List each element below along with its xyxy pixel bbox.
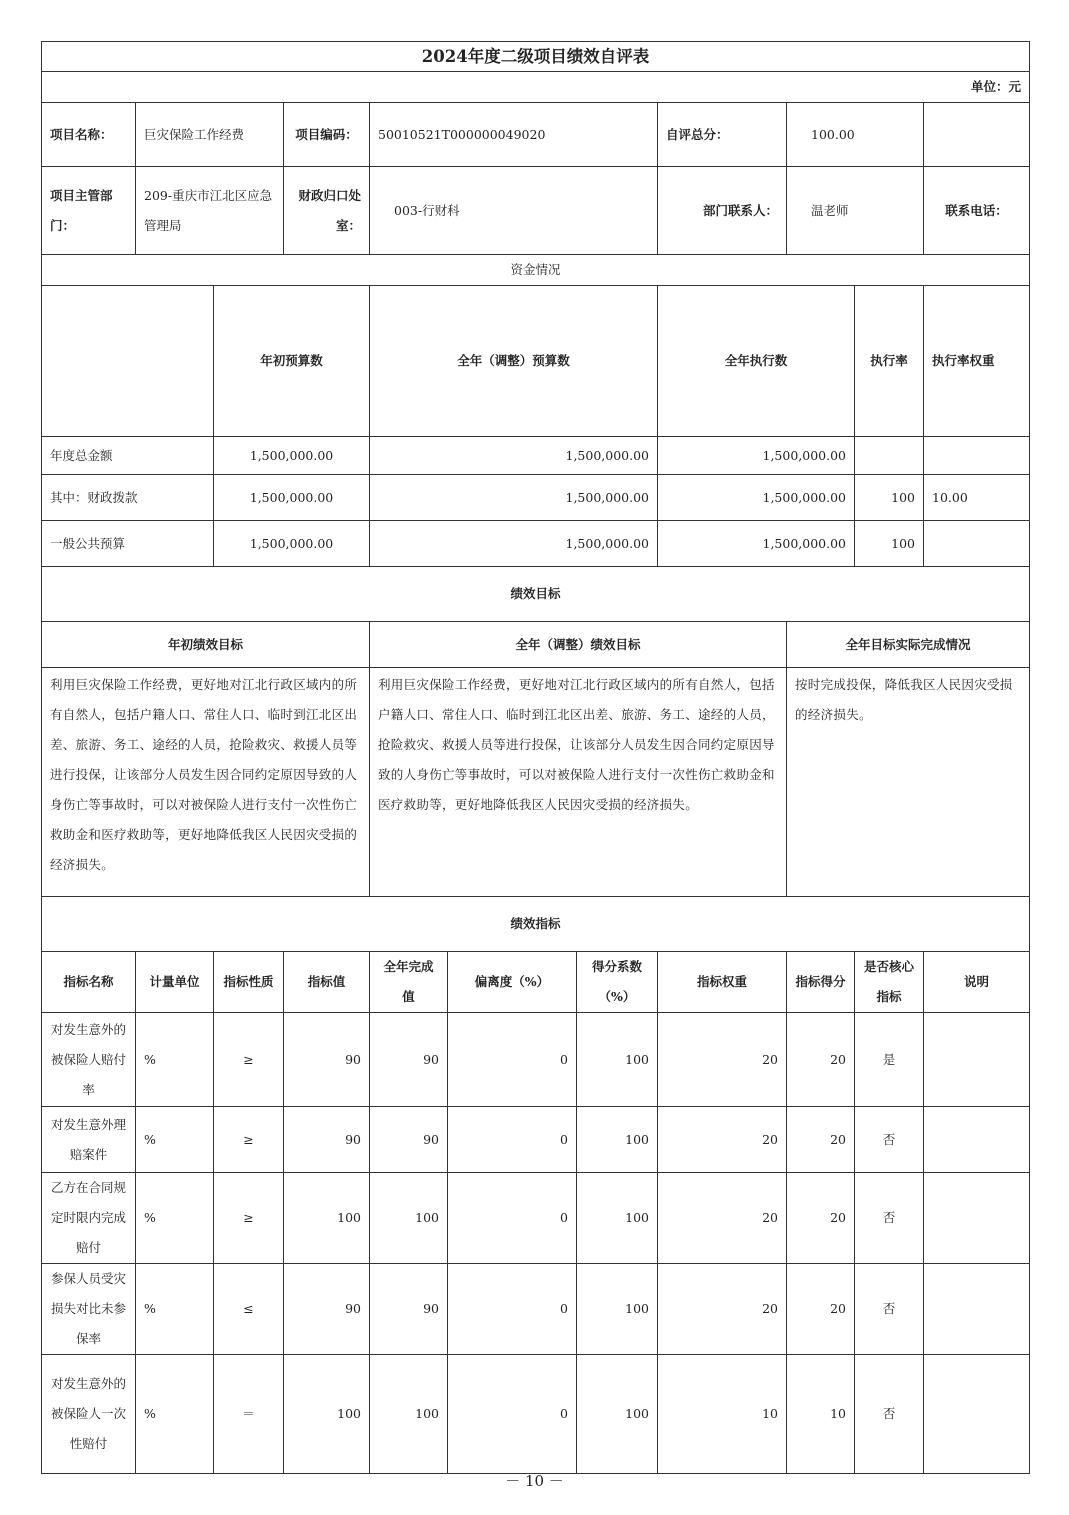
funds-adjusted: 1,500,000.00 <box>370 475 658 521</box>
ind-unit: % <box>136 1355 214 1474</box>
funds-weight: 10.00 <box>924 475 1030 521</box>
ind-header-target: 指标值 <box>284 952 370 1013</box>
indicator-row <box>42 1355 1030 1474</box>
project-name-label: 项目名称： <box>42 103 136 167</box>
self-score: 100.00 <box>787 103 924 167</box>
goals-header-initial: 年初绩效目标 <box>42 622 370 668</box>
contact: 温老师 <box>787 167 924 255</box>
self-score-label: 自评总分： <box>658 103 787 167</box>
funds-weight <box>924 437 1030 475</box>
funds-header-executed: 全年执行数 <box>658 286 855 437</box>
ind-core: 是 <box>855 1013 924 1107</box>
ind-nature: ≥ <box>214 1173 284 1264</box>
ind-score: 10 <box>787 1355 855 1474</box>
funds-header-adjusted: 全年（调整）预算数 <box>370 286 658 437</box>
funds-adjusted: 1,500,000.00 <box>370 521 658 567</box>
project-name: 巨灾保险工作经费 <box>136 103 284 167</box>
ind-deviation: 0 <box>448 1355 577 1474</box>
ind-score: 20 <box>787 1107 855 1173</box>
ind-target: 90 <box>284 1013 370 1107</box>
funds-rate: 100 <box>855 521 924 567</box>
ind-nature: ≥ <box>214 1013 284 1107</box>
ind-core: 否 <box>855 1264 924 1355</box>
ind-coef: 100 <box>577 1013 658 1107</box>
ind-target: 90 <box>284 1107 370 1173</box>
indicator-row <box>42 1264 1030 1355</box>
ind-coef: 100 <box>577 1107 658 1173</box>
department: 209-重庆市江北区应急管理局 <box>136 167 284 255</box>
funds-row <box>42 437 1030 475</box>
ind-note <box>924 1013 1030 1107</box>
funds-executed: 1,500,000.00 <box>658 521 855 567</box>
ind-coef: 100 <box>577 1173 658 1264</box>
ind-target: 100 <box>284 1173 370 1264</box>
ind-deviation: 0 <box>448 1013 577 1107</box>
indicator-row <box>42 1107 1030 1173</box>
ind-unit: % <box>136 1107 214 1173</box>
page-number: － 10 － <box>505 1472 564 1490</box>
funds-initial: 1,500,000.00 <box>214 475 370 521</box>
ind-name: 对发生意外的被保险人赔付率 <box>42 1013 136 1107</box>
funds-row-label: 年度总金额 <box>42 437 214 475</box>
ind-actual: 90 <box>370 1107 448 1173</box>
funds-initial: 1,500,000.00 <box>214 437 370 475</box>
ind-header-score: 指标得分 <box>787 952 855 1013</box>
ind-header-core: 是否核心指标 <box>855 952 924 1013</box>
ind-score: 20 <box>787 1173 855 1264</box>
funds-adjusted: 1,500,000.00 <box>370 437 658 475</box>
indicator-row <box>42 1013 1030 1107</box>
project-code-label: 项目编码： <box>284 103 370 167</box>
project-code: 50010521T000000049020 <box>370 103 658 167</box>
ind-header-note: 说明 <box>924 952 1030 1013</box>
funds-header-rate: 执行率 <box>855 286 924 437</box>
page-title: 2024年度二级项目绩效自评表 <box>42 42 1030 72</box>
ind-weight: 20 <box>658 1107 787 1173</box>
ind-header-deviation: 偏离度（%） <box>448 952 577 1013</box>
indicator-row <box>42 1173 1030 1264</box>
ind-note <box>924 1355 1030 1474</box>
ind-unit: % <box>136 1013 214 1107</box>
ind-weight: 10 <box>658 1355 787 1474</box>
ind-score: 20 <box>787 1013 855 1107</box>
unit-label: 单位：元 <box>42 72 1030 103</box>
ind-unit: % <box>136 1173 214 1264</box>
ind-name: 对发生意外的被保险人一次性赔付 <box>42 1355 136 1474</box>
ind-header-name: 指标名称 <box>42 952 136 1013</box>
funds-weight <box>924 521 1030 567</box>
funds-section-title: 资金情况 <box>42 255 1030 286</box>
funds-executed: 1,500,000.00 <box>658 475 855 521</box>
goal-adjusted-text: 利用巨灾保险工作经费，更好地对江北行政区域内的所有自然人，包括户籍人口、常住人口、临时到江北区出差、旅游、务工、途经的人员，抢险救灾、救援人员等进行投保，让该部分人员发生因合同约定原因导致的人身伤亡等事故时，可以对被保险人进行支付一次性伤亡救助金和医疗救助等，更好地降低我区人民因灾受损的经济损失。 <box>370 668 787 897</box>
evaluation-table <box>41 41 1030 1474</box>
goal-actual-text: 按时完成投保，降低我区人民因灾受损的经济损失。 <box>787 668 1030 897</box>
ind-target: 90 <box>284 1264 370 1355</box>
ind-name: 参保人员受灾损失对比未参保率 <box>42 1264 136 1355</box>
ind-core: 否 <box>855 1355 924 1474</box>
ind-coef: 100 <box>577 1264 658 1355</box>
phone-label: 联系电话： <box>924 167 1030 255</box>
ind-name: 乙方在合同规定时限内完成赔付 <box>42 1173 136 1264</box>
ind-note <box>924 1173 1030 1264</box>
office: 003-行财科 <box>370 167 658 255</box>
ind-deviation: 0 <box>448 1264 577 1355</box>
ind-header-weight: 指标权重 <box>658 952 787 1013</box>
goals-header-actual: 全年目标实际完成情况 <box>787 622 1030 668</box>
funds-row <box>42 475 1030 521</box>
funds-header-blank <box>42 286 214 437</box>
funds-header-initial: 年初预算数 <box>214 286 370 437</box>
ind-header-nature: 指标性质 <box>214 952 284 1013</box>
funds-header-weight: 执行率权重 <box>924 286 1030 437</box>
contact-label: 部门联系人： <box>658 167 787 255</box>
ind-header-actual: 全年完成值 <box>370 952 448 1013</box>
ind-deviation: 0 <box>448 1107 577 1173</box>
funds-rate: 100 <box>855 475 924 521</box>
indicators-section-title: 绩效指标 <box>42 897 1030 952</box>
ind-weight: 20 <box>658 1013 787 1107</box>
ind-target: 100 <box>284 1355 370 1474</box>
ind-note <box>924 1264 1030 1355</box>
ind-unit: % <box>136 1264 214 1355</box>
ind-nature: ≤ <box>214 1264 284 1355</box>
funds-executed: 1,500,000.00 <box>658 437 855 475</box>
goals-section-title: 绩效目标 <box>42 567 1030 622</box>
funds-row <box>42 521 1030 567</box>
ind-weight: 20 <box>658 1264 787 1355</box>
ind-name: 对发生意外理赔案件 <box>42 1107 136 1173</box>
ind-actual: 90 <box>370 1264 448 1355</box>
ind-header-coef: 得分系数（%） <box>577 952 658 1013</box>
ind-note <box>924 1107 1030 1173</box>
funds-initial: 1,500,000.00 <box>214 521 370 567</box>
ind-weight: 20 <box>658 1173 787 1264</box>
ind-core: 否 <box>855 1107 924 1173</box>
goal-initial-text: 利用巨灾保险工作经费，更好地对江北行政区域内的所有自然人，包括户籍人口、常住人口、临时到江北区出差、旅游、务工、途经的人员，抢险救灾、救援人员等进行投保，让该部分人员发生因合同约定原因导致的人身伤亡等事故时，可以对被保险人进行支付一次性伤亡救助金和医疗救助等，更好地降低我区人民因灾受损的经济损失。 <box>42 668 370 897</box>
ind-coef: 100 <box>577 1355 658 1474</box>
funds-row-label: 一般公共预算 <box>42 521 214 567</box>
funds-row-label: 其中：财政拨款 <box>42 475 214 521</box>
ind-header-unit: 计量单位 <box>136 952 214 1013</box>
ind-actual: 100 <box>370 1173 448 1264</box>
ind-nature: ＝ <box>214 1355 284 1474</box>
blank-cell <box>924 103 1030 167</box>
ind-actual: 90 <box>370 1013 448 1107</box>
ind-actual: 100 <box>370 1355 448 1474</box>
ind-deviation: 0 <box>448 1173 577 1264</box>
ind-score: 20 <box>787 1264 855 1355</box>
ind-core: 否 <box>855 1173 924 1264</box>
ind-nature: ≥ <box>214 1107 284 1173</box>
funds-rate <box>855 437 924 475</box>
goals-header-adjusted: 全年（调整）绩效目标 <box>370 622 787 668</box>
department-label: 项目主管部门： <box>42 167 136 255</box>
office-label: 财政归口处室： <box>284 167 370 255</box>
